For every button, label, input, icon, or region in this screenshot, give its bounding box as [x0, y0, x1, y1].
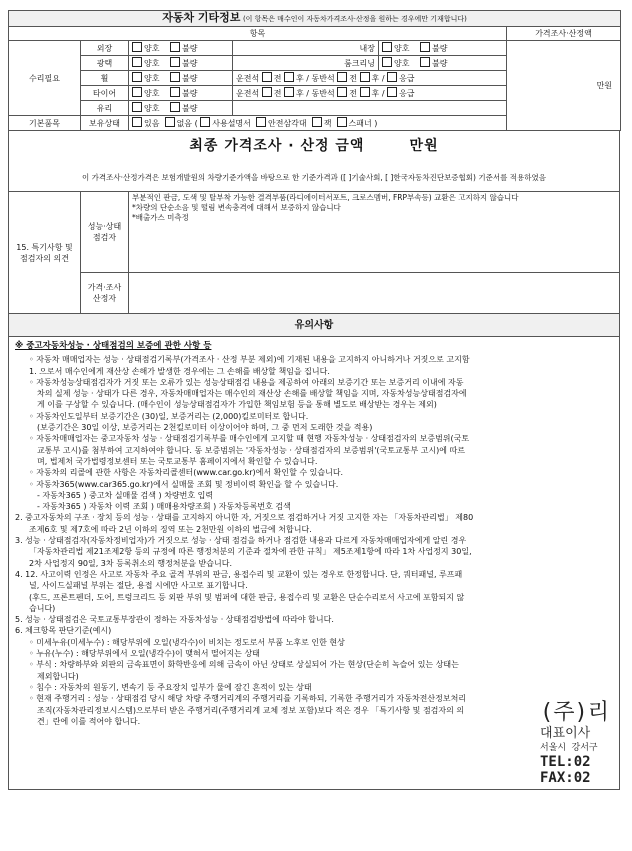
- section-title: 자동차 기타정보: [162, 11, 241, 24]
- checkbox[interactable]: [170, 102, 180, 112]
- notice-line: 「자동차관리법 제21조제2항 등의 규정에 따른 행정처분의 기준과 절차에 관한 규칙」 제5조제1항에 따라 1차 사업정지 30일,: [29, 547, 472, 557]
- section-header: [9, 11, 621, 27]
- notice-line: 1. 으로서 매수인에게 재산상 손해가 발생한 경우에는 그 손해를 배상할 책임을 집니다.: [29, 366, 330, 376]
- checkbox[interactable]: [420, 42, 430, 52]
- price-assessor-label: 가격·조사 산정자: [81, 273, 129, 314]
- roomclean-options: 양호 불량: [379, 56, 507, 71]
- final-price-note: 이 가격조사·산정가격은 보험개발원의 차량기준가액을 바탕으로 한 기준가격과 ([ ]기술사회, [ ]한국자동차진단보증협회) 기준서를 적용하였음: [9, 163, 620, 192]
- notice-line: 게 이를 구상할 수 있습니다. (매수인이 성능상태점검자가 가입한 책임보험 등을 통해 별도로 배상받는 경우는 제외): [37, 400, 437, 410]
- notice-list: [15, 354, 613, 727]
- tire-options: 양호 불량: [129, 86, 233, 101]
- checkbox[interactable]: [256, 117, 266, 127]
- other-info-table: [8, 10, 621, 131]
- exterior-options: 양호 불량: [129, 41, 233, 56]
- checkbox[interactable]: [170, 72, 180, 82]
- inspection-form: [8, 10, 620, 790]
- checkbox[interactable]: [337, 117, 347, 127]
- checkbox[interactable]: [360, 87, 370, 97]
- wheel-options: 양호 불량: [129, 71, 233, 86]
- stamp-tel: TEL:02: [540, 754, 591, 770]
- notice-line: 널, 사이드실패널 부위는 절단, 용접 시에만 사고로 표기합니다.: [29, 581, 248, 591]
- checkbox[interactable]: [170, 87, 180, 97]
- basic-items-options: 있음 없음 ( 사용설명서 안전삼각대 잭 스패너 ): [129, 116, 507, 131]
- notice-heading: ※ 중고자동차성능 · 상태점검의 보증에 관한 사항 등: [15, 341, 212, 351]
- stamp-ceo: 대표이사: [540, 726, 591, 741]
- price-header: 가격조사·산정액: [507, 27, 621, 41]
- row-label-interior: 내장: [233, 41, 379, 56]
- row-label-wheel: 휠: [81, 71, 129, 86]
- checkbox[interactable]: [262, 87, 272, 97]
- notice-line: 제외합니다): [37, 671, 79, 681]
- checkbox[interactable]: [312, 117, 322, 127]
- notice-line: ◦ 미세누유(미세누수) : 해당부위에 오일(냉각수)이 비치는 정도로서 부품 노후로 인한 현상: [29, 637, 345, 647]
- price-value: 만원: [507, 41, 621, 131]
- notice-line: ◦ 부식 : 차량하부와 외판의 금속표면이 화학반응에 의해 금속이 아닌 상태로 상실되어 가는 현상(단순히 녹슬어 있는 상태는: [29, 660, 459, 670]
- notice-line: ◦ 누유(누수) : 해당부위에서 오일(냉각수)이 맺혀서 떨어지는 상태: [29, 649, 260, 659]
- section-subtitle: (이 항목은 매수인이 자동차가격조사·산정을 원하는 경우에만 기재합니다): [242, 15, 467, 23]
- row-label-glass: 유리: [81, 101, 129, 116]
- tire-position-options: 운전석 전 후 / 동반석 전 후 / 응급: [233, 86, 507, 101]
- final-price-table: [8, 130, 620, 192]
- checkbox[interactable]: [132, 117, 142, 127]
- stamp-company: (주)리: [540, 700, 609, 725]
- price-assessor-notes: [129, 273, 620, 314]
- checkbox[interactable]: [387, 87, 397, 97]
- glass-options: 양호 불량: [129, 101, 233, 116]
- checkbox[interactable]: [132, 102, 142, 112]
- checkbox[interactable]: [132, 42, 142, 52]
- final-price-row: [9, 131, 620, 164]
- interior-options: 양호 불량: [379, 41, 507, 56]
- notice-line: 4. 12. 사고이력 인정은 사고로 자동차 주요 골격 부위의 판금, 용접수리 및 교환이 있는 경우로 한정합니다. 단, 쿼터패널, 루프패: [15, 569, 463, 579]
- notice-line: (보증기간은 30일 이상, 보증거리는 2천킬로미터 이상이어야 하며, 그 중 먼저 도래한 것을 적용): [37, 423, 373, 433]
- checkbox[interactable]: [360, 72, 370, 82]
- item-header: 항목: [9, 27, 507, 41]
- perf-inspector-label: 성능·상태 점검자: [81, 192, 129, 273]
- notice-body: [9, 337, 620, 790]
- checkbox[interactable]: [200, 117, 210, 127]
- checkbox[interactable]: [284, 72, 294, 82]
- checkbox[interactable]: [387, 72, 397, 82]
- notice-line: - 자동차365 ) 중고차 실매물 검색 ) 차량번호 입력: [37, 490, 214, 500]
- checkbox[interactable]: [132, 87, 142, 97]
- special-notes-label: 15. 특기사항 및 점검자의 의견: [9, 192, 81, 314]
- notice-line: 견」란에 이를 적어야 합니다.: [37, 716, 141, 726]
- checkbox[interactable]: [337, 87, 347, 97]
- repair-label: 수리필요: [9, 41, 81, 116]
- checkbox[interactable]: [170, 57, 180, 67]
- checkbox[interactable]: [132, 72, 142, 82]
- final-price-unit: 만원: [409, 138, 439, 154]
- checkbox[interactable]: [170, 42, 180, 52]
- stamp-address: 서울시 강서구: [540, 743, 598, 753]
- stamp-fax: FAX:02: [540, 770, 591, 786]
- notice-line: 교통부 고시)를 첨부하여 고지하여야 합니다. 동 보증범위는 '자동차성능 · 상태점검자의 보증범위'(국토교통부 고시)에 따르: [37, 445, 466, 455]
- row-label-gloss: 광택: [81, 56, 129, 71]
- notice-line: 2차 사업정지 90일, 3차 등록취소의 행정처분을 받습니다.: [29, 558, 232, 568]
- notice-table: [8, 313, 620, 790]
- wheel-position-options: 운전석 전 후 / 동반석 전 후 / 응급: [233, 71, 507, 86]
- row-label-roomclean: 룸크리닝: [233, 56, 379, 71]
- notice-line: 차의 실제 성능 · 상태가 다른 경우, 자동차매매업자는 매수인의 재산상 손해를 배상할 책임을 지며, 자동차성능상태점검자에: [37, 389, 467, 399]
- notice-line: 6. 체크항목 판단기준(예시): [15, 626, 112, 636]
- row-label-exterior: 외장: [81, 41, 129, 56]
- notice-line: 조제6호 및 제7호에 따라 2년 이하의 징역 또는 2천만원 이하의 벌금에 처합니다.: [29, 524, 312, 534]
- notice-line: 습니다): [29, 603, 56, 613]
- company-stamp: [540, 700, 620, 786]
- notice-line: ◦ 현재 주행거리 : 성능 · 상태점검 당시 해당 차량 주행거리계의 주행거리를 기록하되, 기록한 주행거리가 자동차전산정보처리: [29, 694, 467, 704]
- possession-label: 보유상태: [81, 116, 129, 131]
- checkbox[interactable]: [284, 87, 294, 97]
- checkbox[interactable]: [382, 57, 392, 67]
- notice-line: 며, 법제처 국가법령정보센터 또는 국토교통부 홈페이지에서 확인할 수 있습니다.: [37, 456, 318, 466]
- perf-inspector-notes: 부분적인 판금, 도색 및 탈부착 가능한 결격부품(라디에이터서포트, 크로스멤버, FRP부속등) 교환은 고지하지 않습니다 *차량의 단순소음 및 떨림 변속충격에 대해서 보증하지 않습니다 *배출가스 미측정: [129, 192, 620, 273]
- notice-line: ◦ 자동차365(www.car365.go.kr)에서 실매물 조회 및 정비이력 확인을 할 수 있습니다.: [29, 479, 339, 489]
- notice-line: ◦ 자동차성능상태점검자가 거짓 또는 오류가 있는 성능상태점검 내용을 제공하여 아래의 보증기간 또는 보증거리 이내에 자동: [29, 377, 464, 387]
- checkbox[interactable]: [382, 42, 392, 52]
- notice-line: ◦ 침수 : 자동차의 원동기, 변속기 등 주요장치 일부가 물에 잠긴 흔적이 있는 상태: [29, 682, 312, 692]
- notice-line: 2. 중고자동차의 구조 · 장치 등의 성능 · 상태를 고지하지 아니한 자, 거짓으로 점검하거나 거짓 고지한 자는 「자동차관리법」 제80: [15, 513, 474, 523]
- gloss-options: 양호 불량: [129, 56, 233, 71]
- checkbox[interactable]: [337, 72, 347, 82]
- notice-line: (후드, 프론트펜더, 도어, 트렁크리드 등 외판 부위 및 범퍼에 대한 판금, 용접수리 및 교환은 단순수리로서 사고에 포함되지 않: [29, 592, 465, 602]
- notice-line: ◦ 자동차 매매업자는 성능 · 상태점검기록부(가격조사 · 산정 부분 제외)에 기재된 내용을 고지하지 아니하거나 거짓으로 고지함: [29, 355, 470, 365]
- notice-title: 유의사항: [9, 314, 620, 337]
- final-price-title: 최종 가격조사 · 산정 금액: [189, 138, 365, 154]
- checkbox[interactable]: [420, 57, 430, 67]
- notice-line: ◦ 자동차인도일부터 보증기간은 (30)일, 보증거리는 (2,000)킬로미터로 합니다.: [29, 411, 309, 421]
- special-notes-table: [8, 191, 620, 314]
- row-label-tire: 타이어: [81, 86, 129, 101]
- notice-line: - 자동차365 ) 자동차 이력 조회 ) 매매용차량조회 ) 자동차등록번호 검색: [37, 502, 291, 512]
- notice-line: 조직(자동차관리정보시스템)으로부터 받은 주행거리(주행거리계 교체 정보 포함)보다 적은 경우 「특기사항 및 점검자의 의: [37, 705, 465, 715]
- notice-line: ◦ 자동차매매업자는 중고자동차 성능 · 상태점검기록부를 매수인에게 고지할 때 현행 자동차성능 · 상태점검자의 보증범위(국토: [29, 434, 470, 444]
- notice-line: 5. 성능 · 상태점검은 국토교통부장관이 정하는 자동차성능 · 상태점검방법에 따라야 합니다.: [15, 615, 334, 625]
- checkbox[interactable]: [132, 57, 142, 67]
- notice-line: 3. 성능 · 상태점검자(자동차정비업자)가 거짓으로 성능 · 상태 점검을 하거나 점검한 내용과 다르게 자동차매매업자에게 알린 경우: [15, 536, 467, 546]
- checkbox[interactable]: [165, 117, 175, 127]
- basic-items-label: 기본품목: [9, 116, 81, 131]
- notice-line: ◦ 자동차의 리콜에 관한 사항은 자동차리콜센터(www.car.go.kr)에서 확인할 수 있습니다.: [29, 468, 344, 478]
- checkbox[interactable]: [262, 72, 272, 82]
